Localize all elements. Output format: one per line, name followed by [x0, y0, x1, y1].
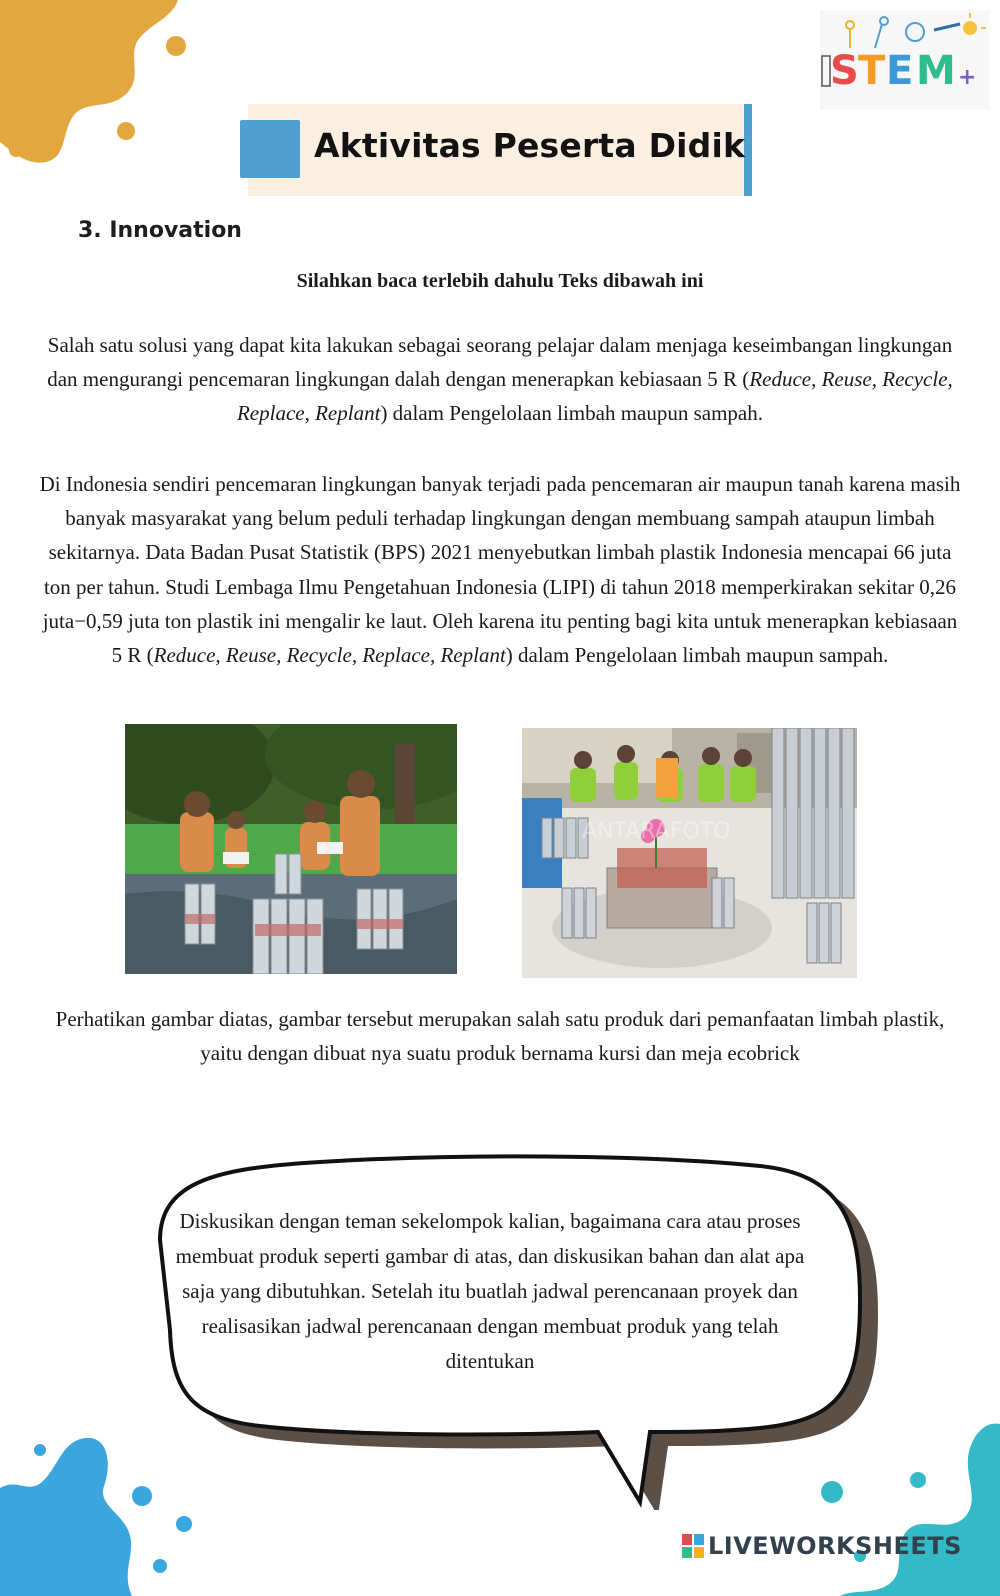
discussion-prompt: Diskusikan dengan teman sekelompok kalian, bagaimana cara atau proses membuat produk seperti gambar di atas, dan diskusikan bahan dan alat apa saja yang dibutuhkan. Setelah itu buatlah jadwal perencanaan proyek dan realisasikan jadwal perencanaan dengan membuat produk yang telah ditentukan	[175, 1209, 805, 1373]
paragraph-5r-solution	[38, 328, 962, 431]
title-accent-bar	[744, 104, 752, 196]
paragraph-text: ) dalam Pengelolaan limbah maupun sampah.	[505, 643, 889, 668]
paragraph-text: Salah satu solusi yang dapat kita lakukan sebagai seorang pelajar dalam menjaga keseimbangan lingkungan dan mengurangi pencemaran lingkungan dalah dengan menerapkan kebiasaan 5 R (	[47, 333, 953, 392]
ecobrick-table-photo	[522, 728, 857, 978]
section-heading: 3. Innovation	[78, 218, 242, 243]
paragraph-text: ) dalam Pengelolaan limbah maupun sampah.	[380, 401, 764, 426]
stem-logo	[820, 10, 990, 110]
svg-text:M: M	[916, 48, 956, 94]
reading-instruction: Silahkan baca terlebih dahulu Teks dibawah ini	[296, 270, 704, 292]
orange-paint-splash	[0, 0, 200, 175]
svg-text:T: T	[858, 48, 886, 94]
svg-text:S: S	[830, 48, 859, 94]
brand-name: LIVEWORKSHEETS	[708, 1532, 962, 1560]
svg-text:E: E	[886, 48, 914, 94]
photo-caption: Perhatikan gambar diatas, gambar tersebut merupakan salah satu produk dari pemanfaatan limbah plastik, yaitu dengan dibuat nya suatu produk bernama kursi dan meja ecobrick	[55, 1007, 945, 1066]
paragraph-pollution-data	[38, 467, 962, 672]
svg-text:+: +	[958, 65, 977, 90]
liveworksheets-brand	[682, 1528, 962, 1564]
page-title: Aktivitas Peserta Didik	[314, 126, 746, 165]
liveworksheets-logo-icon	[682, 1534, 704, 1558]
paragraph-italic-5r: Reduce, Reuse, Recycle, Replace, Replant	[153, 643, 506, 668]
title-square-icon	[240, 120, 300, 178]
ecobrick-chairs-photo	[125, 724, 457, 974]
title-banner	[240, 104, 752, 196]
photo-watermark: ANTARAFOTO	[582, 819, 731, 844]
paragraph-text: Di Indonesia sendiri pencemaran lingkungan banyak terjadi pada pencemaran air maupun tanah karena masih banyak masyarakat yang belum peduli terhadap lingkungan dengan membuang sampah ataupun limbah sekitarnya. Data Badan Pusat Statistik (BPS) 2021 menyebutkan limbah plastik Indonesia mencapai 66 juta ton per tahun. Studi Lembaga Ilmu Pengetahuan Indonesia (LIPI) di tahun 2018 memperkirakan sekitar 0,26 juta−0,59 juta ton plastik ini mengalir ke laut. Oleh karena itu penting bagi kita untuk menerapkan kebiasaan 5 R (	[39, 472, 961, 668]
paragraph-italic-5r: Reduce, Reuse, Recycle, Replace, Replant	[236, 367, 953, 426]
